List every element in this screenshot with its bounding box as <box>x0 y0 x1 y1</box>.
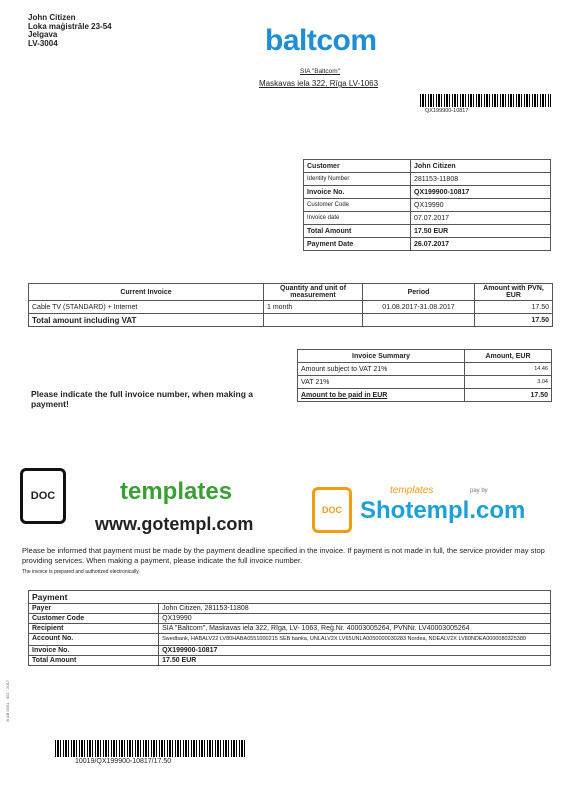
total-value: 17.50 <box>475 314 553 327</box>
info-value: 26.07.2017 <box>411 238 551 251</box>
table-row <box>304 173 551 186</box>
sender-name: John Citizen <box>28 13 76 22</box>
service-amount: 17.50 <box>475 301 553 314</box>
total-label: Total amount including VAT <box>29 314 264 327</box>
info-value: John Citizen <box>411 160 551 173</box>
payby-text: pay by <box>470 488 488 494</box>
info-label: Customer <box>304 160 411 173</box>
summary-header: Invoice Summary <box>298 350 465 363</box>
summary-value: 14.46 <box>465 363 552 376</box>
watermark-templates-small: templates <box>390 485 434 496</box>
col-quantity: Quantity and unit of measurement <box>264 284 363 301</box>
col-current-invoice: Current Invoice <box>29 284 264 301</box>
service-quantity: 1 month <box>264 301 363 314</box>
table-row <box>304 238 551 251</box>
doc-icon-orange <box>312 487 352 533</box>
watermark-shotempl: Shotempl.com <box>360 497 526 524</box>
info-label: Customer Code <box>304 199 411 212</box>
table-row <box>29 646 551 656</box>
barcode-bottom-text: 10019/QX199900-10817/17.50 <box>75 758 172 765</box>
invoice-summary-table <box>297 349 552 402</box>
table-row <box>298 389 552 402</box>
info-value: QX19990 <box>411 199 551 212</box>
service-name: Cable TV (STANDARD) + Internet <box>29 301 264 314</box>
table-row <box>298 376 552 389</box>
payment-value: 17.50 EUR <box>159 656 551 666</box>
info-label: Total Amount <box>304 225 411 238</box>
payment-label: Invoice No. <box>29 646 159 656</box>
table-row <box>304 160 551 173</box>
payment-label: Total Amount <box>29 656 159 666</box>
doc-icon-orange-label: DOC <box>322 505 342 515</box>
info-label: Payment Date <box>304 238 411 251</box>
payment-label: Customer Code <box>29 614 159 624</box>
company-address: Maskavas iela 322, Rīga LV-1063 <box>259 79 379 88</box>
table-row <box>29 634 551 646</box>
summary-amount-header: Amount, EUR <box>465 350 552 363</box>
summary-value: 3.04 <box>465 376 552 389</box>
info-label: Invoice date <box>304 212 411 225</box>
service-period: 01.08.2017-31.08.2017 <box>363 301 475 314</box>
table-row <box>29 614 551 624</box>
doc-icon <box>20 468 66 524</box>
watermark-templates: templates <box>120 478 233 505</box>
sender-address <box>28 14 112 48</box>
table-row <box>304 212 551 225</box>
table-row <box>304 199 551 212</box>
doc-icon-label: DOC <box>30 490 56 502</box>
payment-value: SIA "Baltcom", Maskavas iela 322, Rīga, LV- 1063, Reģ.Nr. 40003005264, PVNNr. LV40003005264 <box>159 624 551 634</box>
summary-label: Amount subject to VAT 21% <box>298 363 465 376</box>
watermark-site: www.gotempl.com <box>95 514 254 534</box>
payment-value: QX199900-10817 <box>159 646 551 656</box>
table-row <box>298 363 552 376</box>
payment-label: Recipient <box>29 624 159 634</box>
table-row <box>29 314 553 327</box>
payment-notice: Please be informed that payment must be made by the payment deadline specified in the invoice. If payment is not made in full, the service provider may stop providing services. When making a payment, please indicate the full invoice number. <box>22 546 545 565</box>
summary-value: 17.50 <box>465 389 552 402</box>
customer-info-table <box>303 159 551 251</box>
table-row <box>29 656 551 666</box>
table-row <box>29 624 551 634</box>
table-row <box>304 225 551 238</box>
table-row <box>29 604 551 614</box>
summary-label: VAT 21% <box>298 376 465 389</box>
info-value: QX199900-10817 <box>411 186 551 199</box>
payment-label: Account No. <box>29 634 159 646</box>
barcode-bottom <box>55 740 245 757</box>
info-value: 07.07.2017 <box>411 212 551 225</box>
barcode-top <box>420 94 551 107</box>
electronic-note: The invoice is prepared and authorized electronically. <box>22 569 140 575</box>
table-row <box>304 186 551 199</box>
col-period: Period <box>363 284 475 301</box>
sender-city: Jelgava <box>28 30 58 39</box>
side-text: B AB 0001 · 002 · 2017 <box>5 680 10 722</box>
info-label: Identity Number <box>304 173 411 186</box>
info-label: Invoice No. <box>304 186 411 199</box>
payment-value: John Citizen, 281153-11808 <box>159 604 551 614</box>
payment-table <box>28 590 551 666</box>
payment-title: Payment <box>29 591 551 604</box>
info-value: 281153-11808 <box>411 173 551 186</box>
col-amount: Amount with PVN, EUR <box>475 284 553 301</box>
table-row <box>29 301 553 314</box>
current-invoice-table <box>28 283 553 327</box>
payment-label: Payer <box>29 604 159 614</box>
sender-postcode: LV-3004 <box>28 38 58 48</box>
payment-value: Swedbank, HABALV22 LV80HABA0551000215 SEB banka, UNLALV2X LV65UNLA0050000030283 Nordea, NDEALV2X LV80NDEA0000080325380 <box>159 634 551 646</box>
sender-street: Loka maģistrāle 23-54 <box>28 21 112 31</box>
company-name: SIA "Baltcom" <box>300 68 341 75</box>
baltcom-logo: baltcom <box>265 24 377 57</box>
info-value: 17.50 EUR <box>411 225 551 238</box>
summary-label: Amount to be paid in EUR <box>298 389 465 402</box>
payment-reminder: Please indicate the full invoice number, when making a payment! <box>31 389 254 409</box>
payment-value: QX19990 <box>159 614 551 624</box>
barcode-top-text: QX199900-10817 <box>425 108 469 114</box>
